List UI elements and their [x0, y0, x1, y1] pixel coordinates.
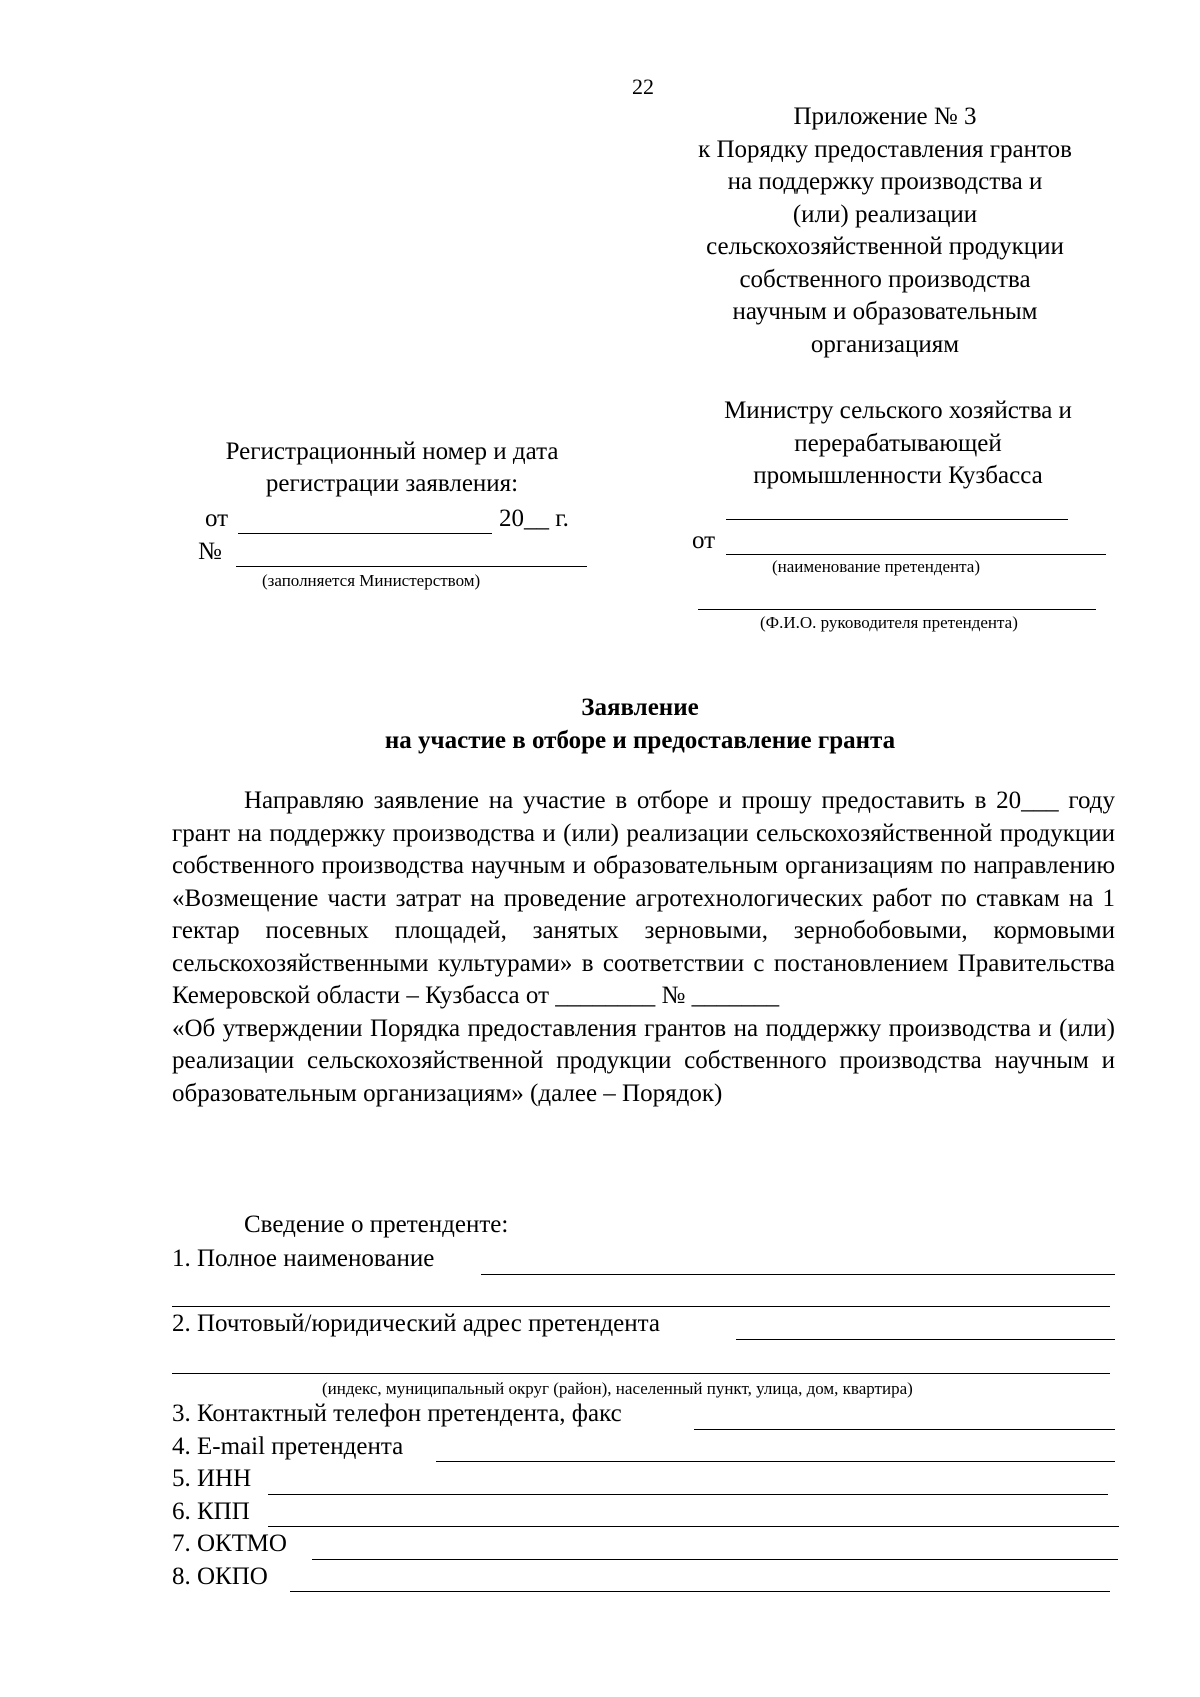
applicant-name-caption: (наименование претендента) [772, 557, 980, 576]
registration-title-line: Регистрационный номер и дата [225, 438, 559, 465]
registration-number-label: № [198, 538, 222, 565]
addressee-blank-line[interactable] [726, 519, 1068, 520]
statement-body [172, 785, 1115, 1110]
address-field[interactable] [736, 1339, 1115, 1340]
address-caption: (индекс, муниципальный округ (район), населенный пункт, улица, дом, квартира) [322, 1379, 913, 1398]
appendix-line: научным и образовательным [732, 298, 1038, 325]
addressee-from-label: от [692, 527, 716, 554]
field-label-address: 2. Почтовый/юридический адрес претендента [172, 1310, 660, 1337]
registration-number-field[interactable] [236, 566, 587, 567]
phone-field[interactable] [694, 1429, 1115, 1430]
inn-field[interactable] [268, 1494, 1108, 1495]
field-label-email: 4. E-mail претендента [172, 1433, 404, 1460]
addressee-line: Министру сельского хозяйства и [724, 397, 1072, 424]
field-label-inn: 5. ИНН [172, 1465, 252, 1492]
registration-title [192, 436, 592, 500]
field-label-okpo: 8. ОКПО [172, 1563, 268, 1590]
appendix-line: сельскохозяйственной продукции [706, 233, 1064, 260]
addressee-line: промышленности Кузбасса [753, 462, 1043, 489]
registration-year-label: 20__ г. [499, 505, 569, 532]
kpp-field[interactable] [268, 1526, 1119, 1527]
field-label-phone: 3. Контактный телефон претендента, факс [172, 1400, 622, 1427]
head-name-caption: (Ф.И.О. руководителя претендента) [760, 613, 1018, 632]
addressee-block [688, 395, 1108, 493]
appendix-line: на поддержку производства и [727, 168, 1043, 195]
registration-title-line: регистрации заявления: [265, 470, 519, 497]
appendix-line: к Порядку предоставления грантов [698, 135, 1072, 163]
full-name-field-continued[interactable] [172, 1306, 1110, 1307]
field-label-kpp: 6. КПП [172, 1498, 250, 1525]
applicant-info-heading: Сведение о претенденте: [244, 1211, 509, 1238]
page-number: 22 [632, 74, 654, 99]
head-name-field[interactable] [698, 609, 1096, 610]
applicant-name-field[interactable] [726, 554, 1106, 555]
oktmo-field[interactable] [312, 1559, 1118, 1560]
registration-caption: (заполняется Министерством) [262, 571, 481, 590]
statement-paragraph: Направляю заявление на участие в отборе и прошу предоставить в 20___ году грант на поддержку производства и (или) реализации сельскохозяйственной продукции собственного производства научным и образовательным организациям по направлению «Возмещение части затрат на проведение агротехнологических работ по ставкам на 1 гектар посевных площадей, занятых зерновыми, зернобобовыми, кормовыми сельскохозяйственными культурами» в соответствии с постановлением Правительства Кемеровской области – Кузбасса от ________ № _______ [172, 787, 1115, 1009]
full-name-field[interactable] [481, 1274, 1115, 1275]
appendix-line: (или) реализации [792, 200, 978, 228]
address-field-continued[interactable] [172, 1373, 1110, 1374]
email-field[interactable] [436, 1461, 1115, 1462]
appendix-line: Приложение № 3 [793, 103, 977, 130]
okpo-field[interactable] [290, 1591, 1110, 1592]
appendix-line: организациям [810, 330, 960, 358]
statement-paragraph: «Об утверждении Порядка предоставления грантов на поддержку производства и (или) реализации сельскохозяйственной продукции собственного производства научным и образовательным организациям» (далее – Порядок) [172, 1014, 1115, 1107]
statement-title: Заявление [581, 694, 699, 721]
registration-from-label: от [205, 505, 229, 532]
field-label-full-name: 1. Полное наименование [172, 1245, 435, 1272]
appendix-line: собственного производства [739, 265, 1031, 293]
registration-date-field[interactable] [238, 533, 492, 534]
addressee-line: перерабатывающей [794, 429, 1002, 457]
statement-subtitle: на участие в отборе и предоставление гранта [384, 727, 896, 754]
field-label-oktmo: 7. ОКТМО [172, 1530, 287, 1557]
appendix-header [665, 101, 1105, 361]
